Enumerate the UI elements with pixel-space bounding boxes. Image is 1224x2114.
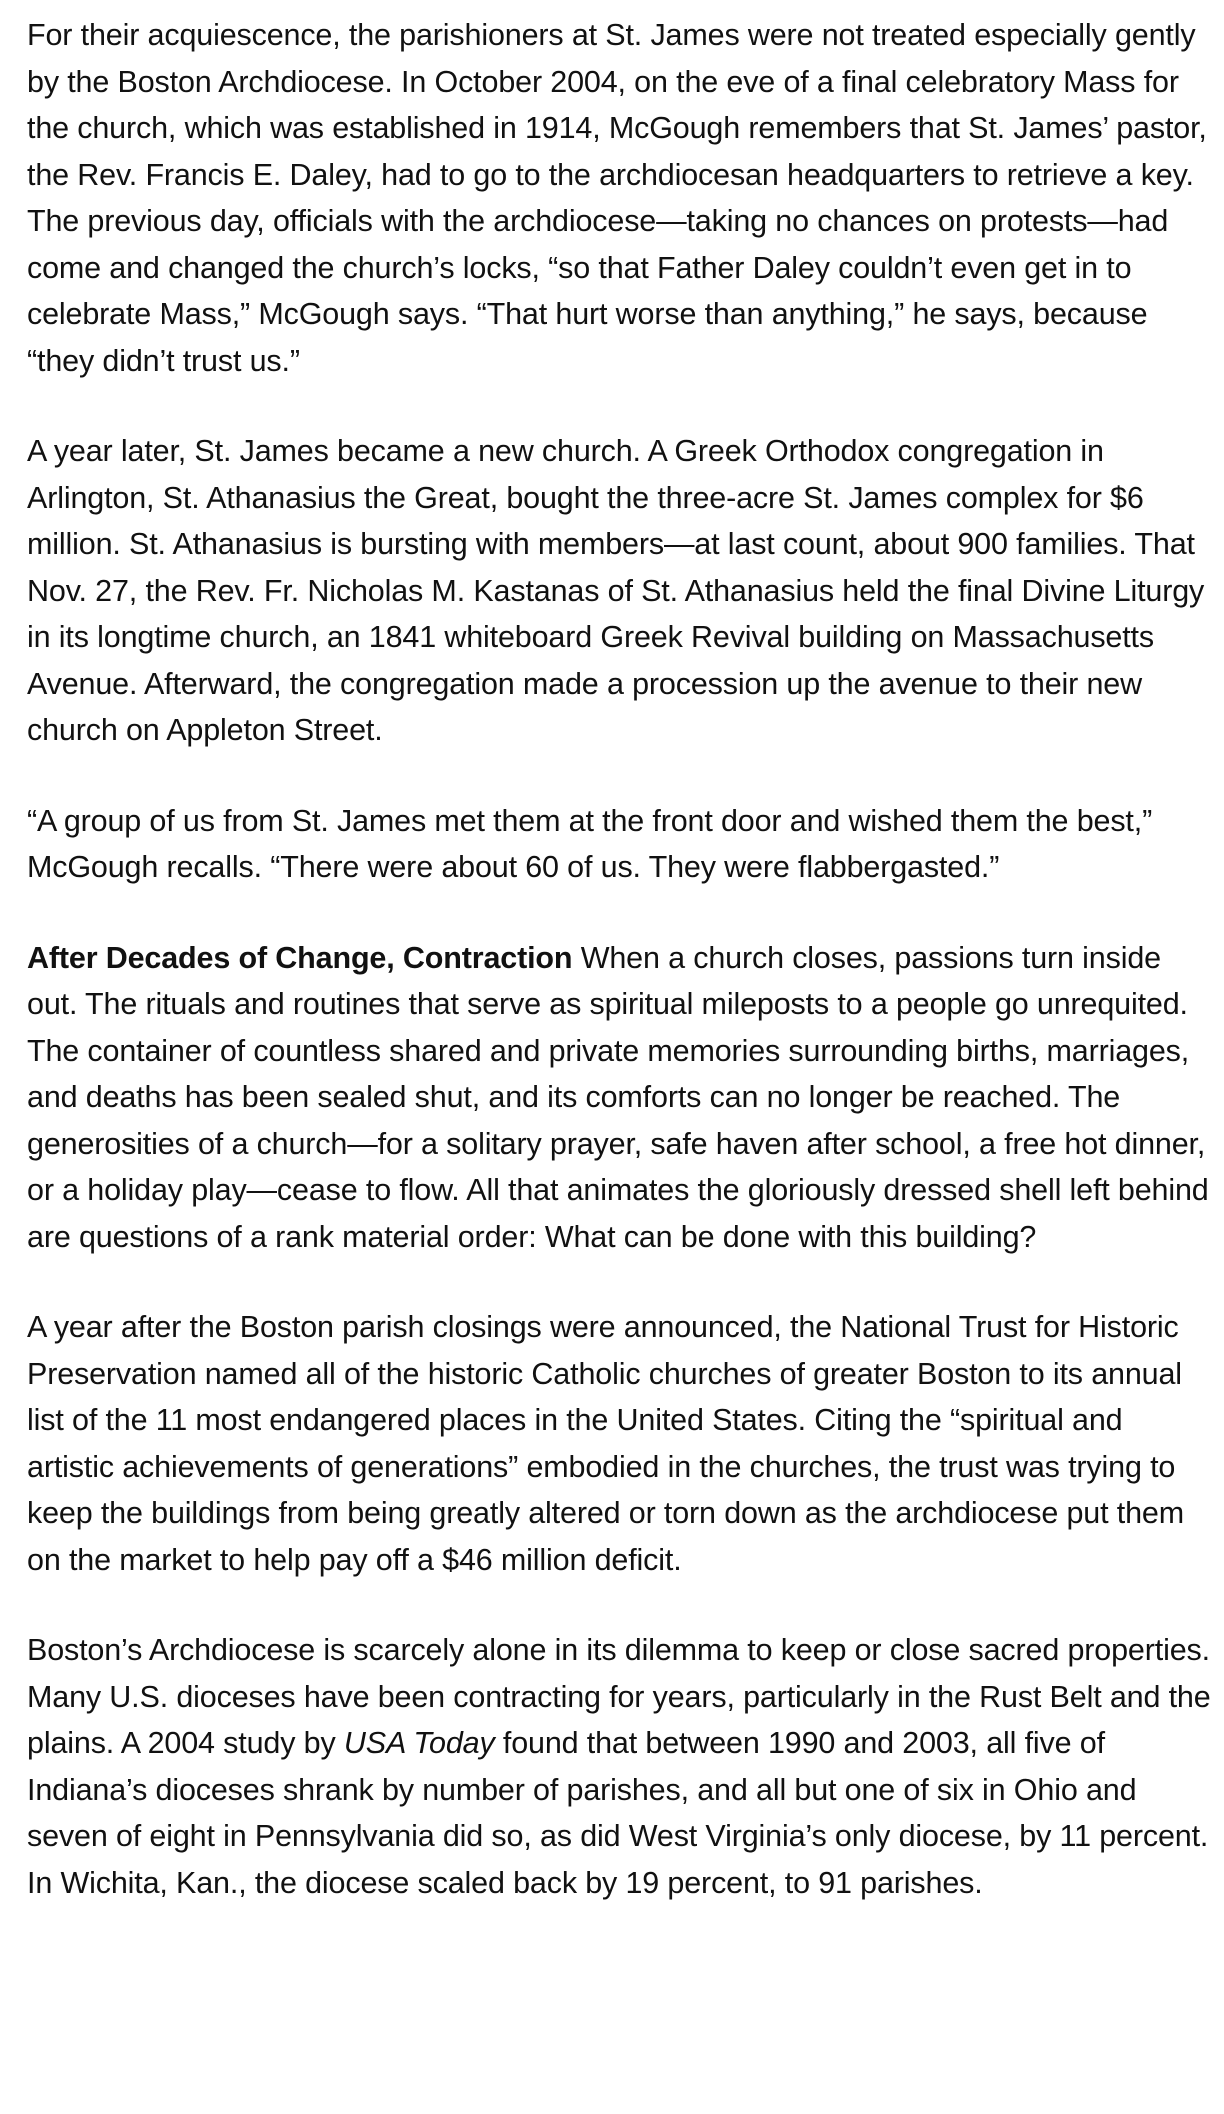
paragraph-contraction [27, 935, 1217, 1261]
paragraph-dioceses-text-b: found that between 1990 and 2003, all five of Indiana’s dioceses shrank by number of parishes, and all but one of six in Ohio and seven of eight in Pennsylvania did so, as did West Virginia’s only diocese, by 11 percent. In Wichita, Kan., the diocese scaled back by 19 percent, to 91 parishes. [27, 1726, 1209, 1900]
paragraph-contraction-text: When a church closes, passions turn inside out. The rituals and routines that serve as spiritual mileposts to a people go unrequited. The container of countless shared and private memories surrounding births, marriages, and deaths has been sealed shut, and its comforts can no longer be reached. The generosities of a church—for a solitary prayer, safe haven after school, a free hot dinner, or a holiday play—cease to flow. All that animates the gloriously dressed shell left behind are questions of a rank material order: What can be done with this building? [27, 940, 1209, 1254]
paragraph-new-church: A year later, St. James became a new church. A Greek Orthodox congregation in Arlington, St. Athanasius the Great, bought the three-acre St. James complex for $6 million. St. Athanasius is bursting with members—at last count, about 900 families. That Nov. 27, the Rev. Fr. Nicholas M. Kastanas of St. Athanasius held the final Divine Liturgy in its longtime church, an 1841 whiteboard Greek Revival building on Massachusetts Avenue. Afterward, the congregation made a procession up the avenue to their new church on Appleton Street. [27, 434, 1205, 747]
paragraph-national-trust: A year after the Boston parish closings were announced, the National Trust for Historic Preservation named all of the historic Catholic churches of greater Boston to its annual list of the 11 most endangered places in the United States. Citing the “spiritual and artistic achievements of generations” embodied in the churches, the trust was trying to keep the buildings from being greatly altered or torn down as the archdiocese put them on the market to help pay off a $46 million deficit. [27, 1310, 1184, 1577]
section-heading: After Decades of Change, Contraction [27, 940, 573, 975]
article-body [27, 12, 1217, 1906]
publication-name: USA Today [343, 1726, 495, 1760]
paragraph-locks: For their acquiescence, the parishioners at St. James were not treated especially gently by the Boston Archdiocese. In October 2004, on the eve of a final celebratory Mass for the church, which was established in 1914, McGough remembers that St. James’ pastor, the Rev. Francis E. Daley, had to go to the archdiocesan headquarters to retrieve a key. The previous day, officials with the archdiocese—taking no chances on protests—had come and changed the church’s locks, “so that Father Daley couldn’t even get in to celebrate Mass,” McGough says. “That hurt worse than anything,” he says, because “they didn’t trust us.” [27, 18, 1207, 378]
paragraph-dioceses-text-a: Boston’s Archdiocese is scarcely alone in its dilemma to keep or close sacred properties. Many U.S. dioceses have been contracting for years, particularly in the Rust Belt and the plains. A 2004 study by [27, 1633, 1211, 1760]
paragraph-greeting: “A group of us from St. James met them at the front door and wished them the best,” McGough recalls. “There were about 60 of us. They were flabbergasted.” [27, 803, 1153, 884]
paragraph-dioceses [27, 1627, 1217, 1906]
